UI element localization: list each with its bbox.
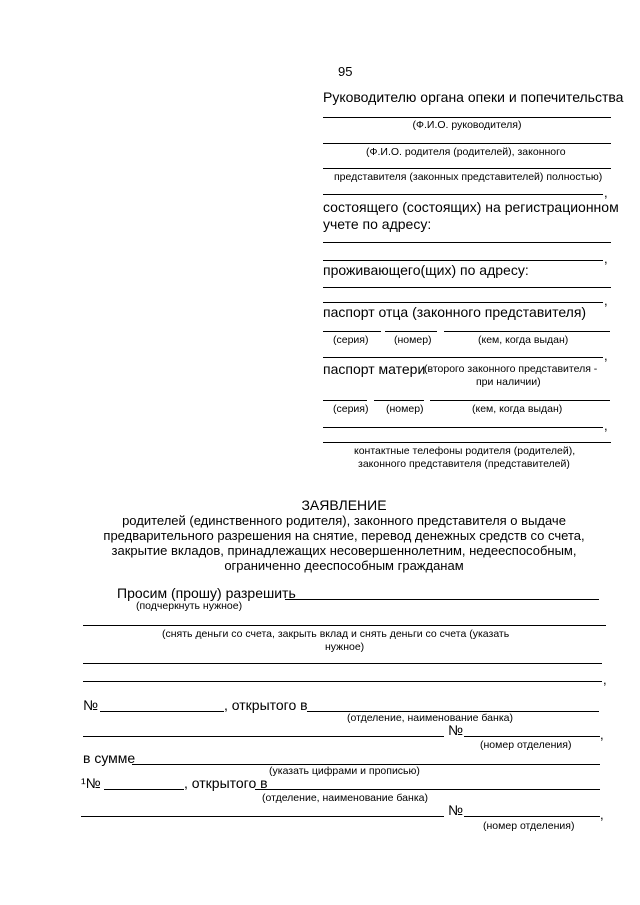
head-fio-caption: (Ф.И.О. руководителя)	[412, 119, 522, 131]
father-number-line[interactable]	[385, 331, 437, 332]
statement-subtitle-1: родителей (единственного родителя), законного представителя о выдаче	[122, 513, 566, 528]
comma: ,	[600, 727, 604, 742]
mother-number-caption: (номер)	[386, 403, 424, 415]
statement-subtitle-2: предварительного разрешения на снятие, перевод денежных средств со счета,	[103, 528, 585, 543]
account-number-label: №	[83, 697, 99, 713]
opened-in-label: , открытого в	[224, 697, 308, 713]
bank-caption-2: (отделение, наименование банка)	[262, 792, 428, 804]
bank-caption: (отделение, наименование банка)	[347, 712, 513, 724]
statement-subtitle-3: закрытие вкладов, принадлежащих несовершеннолетним, недееспособным,	[111, 543, 577, 558]
withdraw-note-1: (снять деньги со счета, закрыть вклад и снять деньги со счета (указать	[162, 628, 510, 640]
request-line[interactable]	[285, 599, 599, 600]
mother-series-caption: (серия)	[333, 403, 369, 415]
head-fio-line[interactable]	[323, 117, 611, 118]
comma: ,	[603, 672, 607, 687]
account-number-line[interactable]	[100, 711, 224, 712]
free-line-2[interactable]	[83, 681, 602, 682]
parent-fio-caption-2: представителя (законных представителей) полностью)	[334, 171, 603, 183]
comma: ,	[604, 251, 608, 266]
father-passport-line-2[interactable]	[323, 357, 603, 358]
father-number-caption: (номер)	[394, 334, 432, 346]
mother-number-line[interactable]	[374, 400, 424, 401]
branch-number-line[interactable]	[464, 736, 600, 737]
comma: ,	[604, 348, 608, 363]
father-series-caption: (серия)	[333, 334, 369, 346]
request-label: Просим (прошу) разрешить	[117, 585, 296, 601]
father-series-line[interactable]	[323, 331, 381, 332]
parent-fio-line-1[interactable]	[323, 143, 611, 144]
mother-note-1: (второго законного представителя -	[424, 363, 598, 375]
addressee: Руководителю органа опеки и попечительства	[323, 89, 624, 105]
footnote-account-label: ¹№	[81, 775, 101, 791]
phones-line[interactable]	[323, 442, 611, 443]
bank-line-2[interactable]	[83, 736, 444, 737]
registered-label-2: учете по адресу:	[323, 216, 432, 232]
phones-caption-2: законного представителя (представителей)	[358, 458, 570, 470]
living-address-line-2[interactable]	[323, 302, 603, 303]
sum-label: в сумме	[83, 750, 136, 766]
registered-address-line-1[interactable]	[323, 242, 611, 243]
mother-issued-line[interactable]	[430, 400, 610, 401]
branch-number-line-2[interactable]	[464, 816, 600, 817]
mother-passport-label: паспорт матери	[323, 361, 426, 377]
parent-fio-caption-1: (Ф.И.О. родителя (родителей), законного	[366, 146, 566, 158]
withdraw-note-2: нужное)	[325, 641, 365, 653]
comma: ,	[604, 418, 608, 433]
page-number: 95	[338, 64, 353, 79]
account-number-line-2[interactable]	[104, 789, 184, 790]
sum-caption: (указать цифрами и прописью)	[269, 765, 420, 777]
comma: ,	[604, 293, 608, 308]
statement-subtitle-4: ограниченно дееспособным гражданам	[224, 558, 464, 573]
branch-caption-2: (номер отделения)	[483, 820, 575, 832]
father-issued-line[interactable]	[444, 331, 610, 332]
father-issued-caption: (кем, когда выдан)	[478, 334, 569, 346]
statement-title: ЗАЯВЛЕНИЕ	[301, 497, 387, 513]
mother-note-2: при наличии)	[476, 376, 541, 388]
branch-caption: (номер отделения)	[480, 739, 572, 751]
branch-number-label-2: №	[448, 802, 464, 818]
parent-fio-line-3[interactable]	[323, 194, 603, 195]
comma: ,	[600, 807, 604, 822]
parent-fio-line-2[interactable]	[323, 168, 611, 169]
underline-note: (подчеркнуть нужное)	[136, 600, 243, 612]
branch-number-label: №	[448, 722, 464, 738]
living-label: проживающего(щих) по адресу:	[323, 262, 529, 278]
registered-address-line-2[interactable]	[323, 260, 603, 261]
free-line-1[interactable]	[83, 663, 602, 664]
phones-caption-1: контактные телефоны родителя (родителей),	[354, 445, 576, 457]
bank-line-3[interactable]	[255, 789, 600, 790]
registered-label-1: состоящего (состоящих) на регистрационном	[323, 199, 619, 215]
bank-line-4[interactable]	[81, 816, 444, 817]
mother-passport-line-2[interactable]	[323, 427, 603, 428]
comma: ,	[604, 185, 608, 200]
living-address-line-1[interactable]	[323, 287, 611, 288]
withdraw-line[interactable]	[83, 625, 606, 626]
opened-in-label-2: , открытого в	[184, 775, 268, 791]
mother-issued-caption: (кем, когда выдан)	[472, 403, 563, 415]
father-passport-label: паспорт отца (законного представителя)	[323, 304, 587, 320]
mother-series-line[interactable]	[323, 400, 367, 401]
